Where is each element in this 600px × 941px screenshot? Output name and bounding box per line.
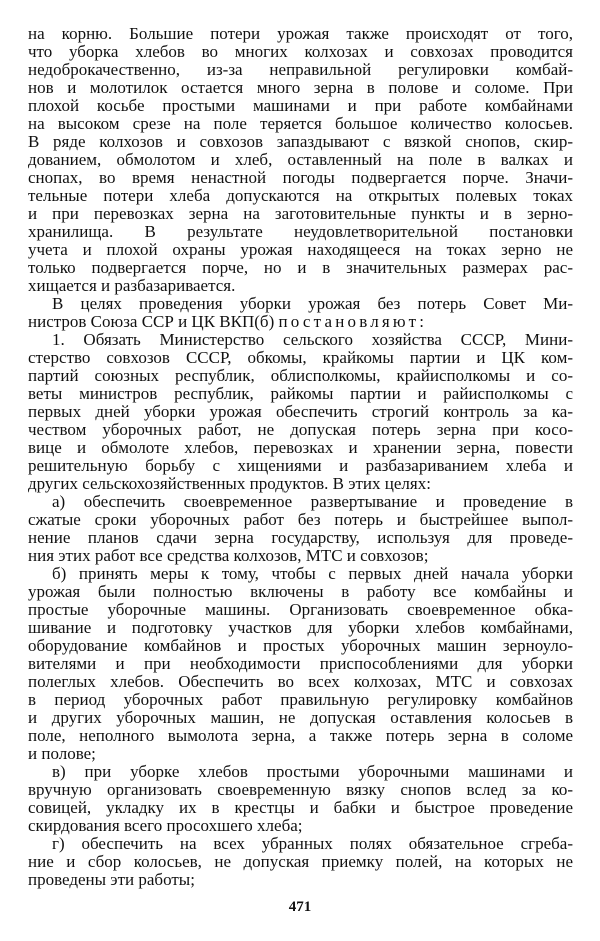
text-line: вителями и при необходимости приспособлениями для уборки xyxy=(28,654,573,673)
paragraph xyxy=(28,835,573,889)
text-line: только подвергается порче, но и в значительных размерах рас- xyxy=(28,258,573,277)
text-line: в период уборочных работ правильную регулировку комбайнов xyxy=(28,690,573,709)
text-line: первых дней уборки урожая обеспечить строгий контроль за ка- xyxy=(28,402,573,421)
text-line: простые уборочные машины. Организовать своевременное обка- xyxy=(28,600,573,619)
text-line: чеством уборочных работ, не допуская потерь зерна при косо- xyxy=(28,420,573,439)
text-line: нистров Союза ССР и ЦК ВКП(б) постановляют: xyxy=(28,312,428,331)
text-line: плохой косьбе простыми машинами и при работе комбайнами xyxy=(28,96,573,115)
text-line: и других уборочных машин, не допуская оставления колосьев в xyxy=(28,708,573,727)
text-line: 1. Обязать Министерство сельского хозяйства СССР, Мини- xyxy=(52,330,573,349)
text-line: нение планов сдачи зерна государству, используя для проведе- xyxy=(28,528,573,547)
text-line: веты министров республик, райкомы партии и райисполкомы с xyxy=(28,384,573,403)
paragraph xyxy=(28,565,573,763)
text-line: недоброкачественно, из-за неправильной регулировки комбай- xyxy=(28,60,573,79)
text-line: и полове; xyxy=(28,744,96,763)
paragraph xyxy=(28,763,573,835)
text-line: В целях проведения уборки урожая без потерь Совет Ми- xyxy=(52,294,573,313)
text-line: скирдования всего просохшего хлеба; xyxy=(28,816,303,835)
text-line: в) при уборке хлебов простыми уборочными машинами и xyxy=(52,762,573,781)
text-line: б) принять меры к тому, чтобы с первых дней начала уборки xyxy=(52,564,573,583)
page-number: 471 xyxy=(288,899,312,915)
text-line: решительную борьбу с хищениями и разбазариванием хлеба и xyxy=(28,456,573,475)
text-line: что уборка хлебов во многих колхозах и совхозах проводится xyxy=(28,42,573,61)
text-line: хранилища. В результате неудовлетворительной постановки xyxy=(28,222,573,241)
paragraph xyxy=(28,25,573,295)
text-line: В ряде колхозов и совхозов запаздывают с вязкой снопов, скир- xyxy=(28,132,573,151)
text-line: ния этих работ все средства колхозов, МТС и совхозов; xyxy=(28,546,429,565)
text-line: и при перевозках зерна на заготовительные пункты и в зерно- xyxy=(28,204,573,223)
text-line: других сельскохозяйственных продуктов. В этих целях: xyxy=(28,474,431,493)
paragraph xyxy=(28,295,573,331)
text-line: снопах, во время ненастной погоды подвергается порче. Значи- xyxy=(28,168,573,187)
text-line: проведены эти работы; xyxy=(28,870,195,889)
text-line: полеглых хлебов. Обеспечить во всех колхозах, МТС и совхозах xyxy=(28,672,573,691)
text-line: поле, неполного вымолота зерна, а также потерь зерна в соломе xyxy=(28,726,573,745)
text-line: урожая были полностью включены в работу все комбайны и xyxy=(28,582,573,601)
emphasized-word: постановляют: xyxy=(278,312,428,331)
text-line: нов и молотилок остается много зерна в полове и соломе. При xyxy=(28,78,573,97)
text-line: а) обеспечить своевременное развертывание и проведение в xyxy=(52,492,573,511)
text-line: тельные потери хлеба допускаются на открытых полевых токах xyxy=(28,186,573,205)
text-line: г) обеспечить на всех убранных полях обязательное сгреба- xyxy=(52,834,573,853)
text-line: шивание и подготовку участков для уборки хлебов комбайнами, xyxy=(28,618,573,637)
text-line: оборудование комбайнов и простых уборочных машин зерноуло- xyxy=(28,636,573,655)
text-line: сжатые сроки уборочных работ без потерь и быстрейшее выпол- xyxy=(28,510,573,529)
text-line: учета и плохой охраны урожая находящееся на токах зерно не xyxy=(28,240,573,259)
text-line: ние и сбор колосьев, не допуская приемку полей, на которых не xyxy=(28,852,573,871)
text-line: хищается и разбазаривается. xyxy=(28,276,236,295)
text-line: вручную организовать своевременную вязку снопов вслед за ко- xyxy=(28,780,573,799)
paragraph xyxy=(28,493,573,565)
text-line: совицей, укладку их в крестцы и бабки и быстрое проведение xyxy=(28,798,573,817)
page-body xyxy=(28,25,573,889)
paragraph xyxy=(28,331,573,493)
text-line: вице и обмолоте хлебов, перевозках и хранении зерна, повести xyxy=(28,438,573,457)
text-line: стерство совхозов СССР, обкомы, крайкомы партии и ЦК ком- xyxy=(28,348,573,367)
text-line: на высоком срезе на поле теряется большое количество колосьев. xyxy=(28,114,573,133)
text-line: дованием, обмолотом и хлеб, оставленный на поле в валках и xyxy=(28,150,573,169)
text-line: на корню. Большие потери урожая также происходят от того, xyxy=(28,24,573,43)
text-line: партий союзных республик, облисполкомы, крайисполкомы и со- xyxy=(28,366,573,385)
